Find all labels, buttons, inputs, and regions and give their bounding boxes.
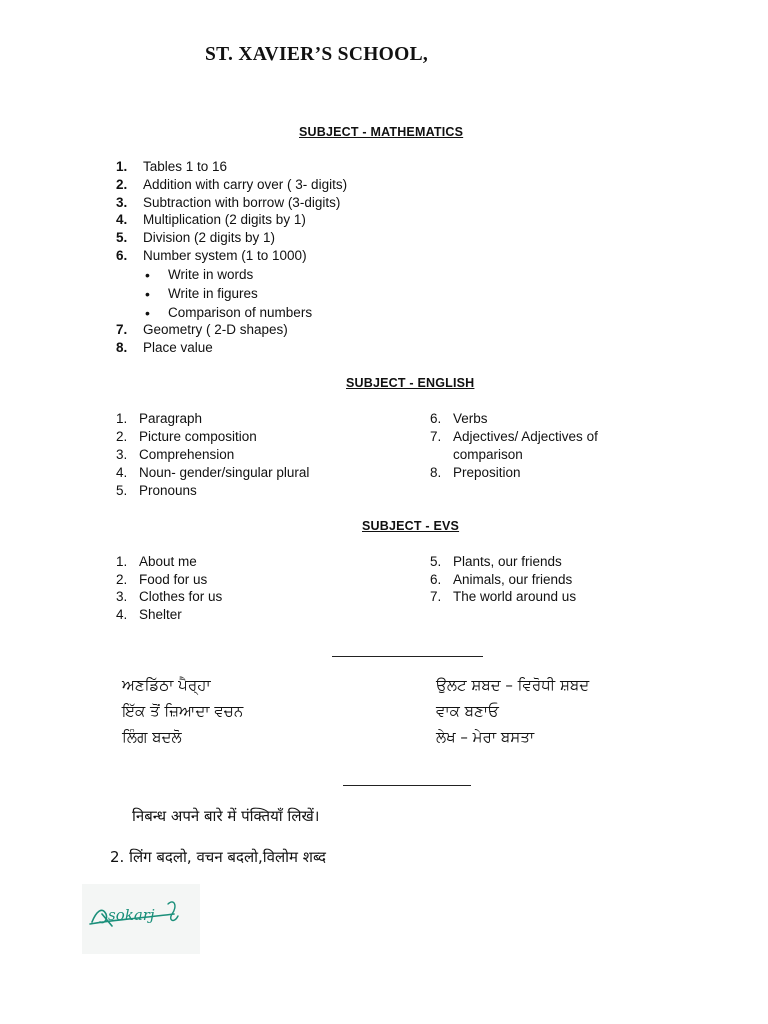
list-item: 8. Preposition xyxy=(430,465,521,480)
sub-list-item: • Comparison of numbers xyxy=(145,305,313,321)
list-item: 2. Picture composition xyxy=(116,429,257,444)
list-item: 3. Comprehension xyxy=(116,447,235,462)
list-item: 5. Pronouns xyxy=(116,483,197,498)
list-item: 2. Food for us xyxy=(116,572,208,587)
punjabi-item: ਲਿੰਗ ਬਦਲੋ xyxy=(122,728,182,746)
list-item: 8. Place value xyxy=(116,340,213,355)
evs-heading: SUBJECT - EVS xyxy=(362,519,460,533)
list-item: 3. Clothes for us xyxy=(116,589,223,604)
math-heading: SUBJECT - MATHEMATICS xyxy=(299,125,464,139)
sub-list-item: • Write in words xyxy=(145,267,254,283)
list-item: 6. Number system (1 to 1000) xyxy=(116,248,307,263)
list-item-continuation: comparison xyxy=(453,447,523,462)
hindi-line: निबन्ध अपने बारे में पंक्तियाँ लिखें। xyxy=(132,807,320,825)
list-item: 4. Multiplication (2 digits by 1) xyxy=(116,212,306,227)
list-item: 1. Paragraph xyxy=(116,411,203,426)
punjabi-item: ਉਲਟ ਸ਼ਬਦ – ਵਿਰੋਧੀ ਸ਼ਬਦ xyxy=(436,676,590,694)
signature-scribble xyxy=(82,884,200,954)
list-item: 4. Noun- gender/singular plural xyxy=(116,465,310,480)
school-name: ST. XAVIER’S SCHOOL, xyxy=(205,44,429,65)
list-item: 7. Adjectives/ Adjectives of xyxy=(430,429,598,444)
punjabi-item: ਵਾਕ ਬਣਾਓ xyxy=(436,702,499,720)
punjabi-item: ਲੇਖ – ਮੇਰਾ ਬਸਤਾ xyxy=(436,728,535,746)
list-item: 6. Animals, our friends xyxy=(430,572,573,587)
list-item: 5. Division (2 digits by 1) xyxy=(116,230,276,245)
list-item: 2. Addition with carry over ( 3- digits) xyxy=(116,177,348,192)
punjabi-item: ਅਣਡਿੱਠਾ ਪੈਰ੍ਹਾ xyxy=(122,676,211,694)
list-item: 6. Verbs xyxy=(430,411,488,426)
divider xyxy=(343,785,471,786)
list-item: 7. The world around us xyxy=(430,589,577,604)
list-item: 4. Shelter xyxy=(116,607,182,622)
sub-list-item: • Write in figures xyxy=(145,286,258,302)
list-item: 1. About me xyxy=(116,554,197,569)
svg-text:sokarj: sokarj xyxy=(108,906,155,924)
punjabi-item: ਇੱਕ ਤੋਂ ਜ਼ਿਆਦਾ ਵਚਨ xyxy=(122,702,244,720)
list-item: 3. Subtraction with borrow (3-digits) xyxy=(116,195,341,210)
list-item: 1. Tables 1 to 16 xyxy=(116,159,228,174)
list-item: 7. Geometry ( 2-D shapes) xyxy=(116,322,288,337)
hindi-line: 2. लिंग बदलो, वचन बदलो,विलोम शब्द xyxy=(110,848,326,866)
english-heading: SUBJECT - ENGLISH xyxy=(346,376,475,390)
list-item: 5. Plants, our friends xyxy=(430,554,562,569)
signature xyxy=(82,884,200,954)
divider xyxy=(332,656,483,657)
